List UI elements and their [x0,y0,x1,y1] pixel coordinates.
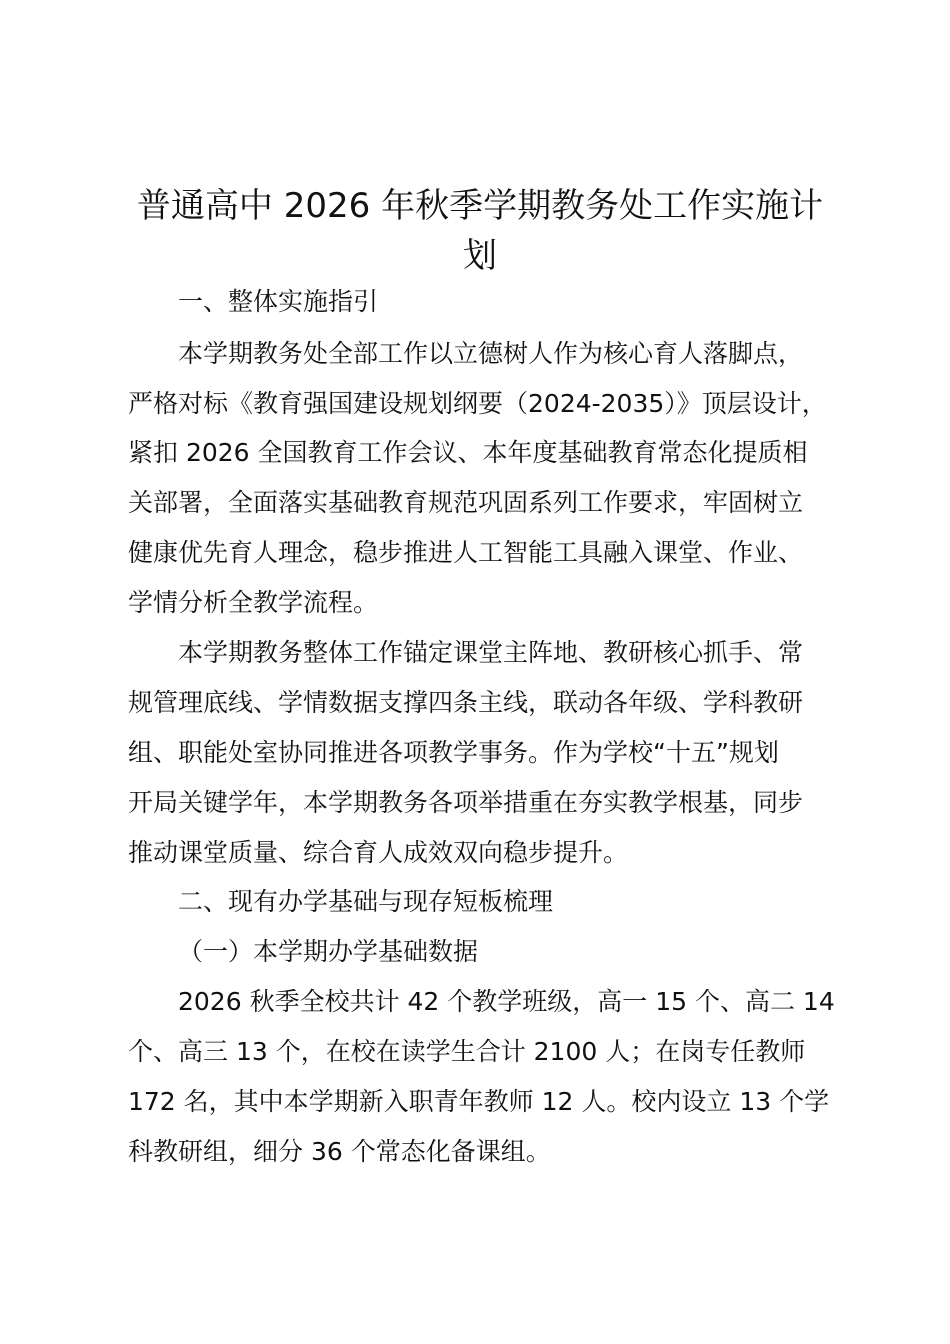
paragraph-2-line-2: 规管理底线、学情数据支撑四条主线，联动各年级、学科教研 [128,688,804,717]
paragraph-3-line-2: 个、高三 13 个，在校在读学生合计 2100 人；在岗专任教师 [128,1037,806,1066]
paragraph-1-line-2: 严格对标《教育强国建设规划纲要（2024-2035）》顶层设计， [128,389,827,418]
paragraph-1-line-6: 学情分析全教学流程。 [128,588,379,617]
paragraph-2-line-4: 开局关键学年，本学期教务各项举措重在夯实教学根基，同步 [128,788,804,817]
paragraph-3-line-3: 172 名，其中本学期新入职青年教师 12 人。校内设立 13 个学 [128,1087,830,1116]
paragraph-1-line-3: 紧扣 2026 全国教育工作会议、本年度基础教育常态化提质相 [128,438,808,467]
paragraph-1-line-4: 关部署，全面落实基础教育规范巩固系列工作要求，牢固树立 [128,488,804,517]
section-heading-1: 一、整体实施指引 [178,287,379,316]
paragraph-3-line-4: 科教研组，细分 36 个常态化备课组。 [128,1137,551,1166]
subsection-heading-1: （一）本学期办学基础数据 [178,937,479,966]
paragraph-1-line-5: 健康优先育人理念，稳步推进人工智能工具融入课堂、作业、 [128,538,804,567]
paragraph-2-line-3: 组、职能处室协同推进各项教学事务。作为学校“十五”规划 [128,738,779,767]
paragraph-1-line-1: 本学期教务处全部工作以立德树人作为核心育人落脚点， [178,339,804,368]
paragraph-2-line-1: 本学期教务整体工作锚定课堂主阵地、教研核心抓手、常 [178,638,804,667]
document-title-line-1: 普通高中 2026 年秋季学期教务处工作实施计 [136,186,824,226]
section-heading-2: 二、现有办学基础与现存短板梳理 [178,887,554,916]
document-title-line-2: 划 [463,236,497,276]
paragraph-3-line-1: 2026 秋季全校共计 42 个教学班级，高一 15 个、高二 14 [178,987,835,1016]
paragraph-2-line-5: 推动课堂质量、综合育人成效双向稳步提升。 [128,838,629,867]
